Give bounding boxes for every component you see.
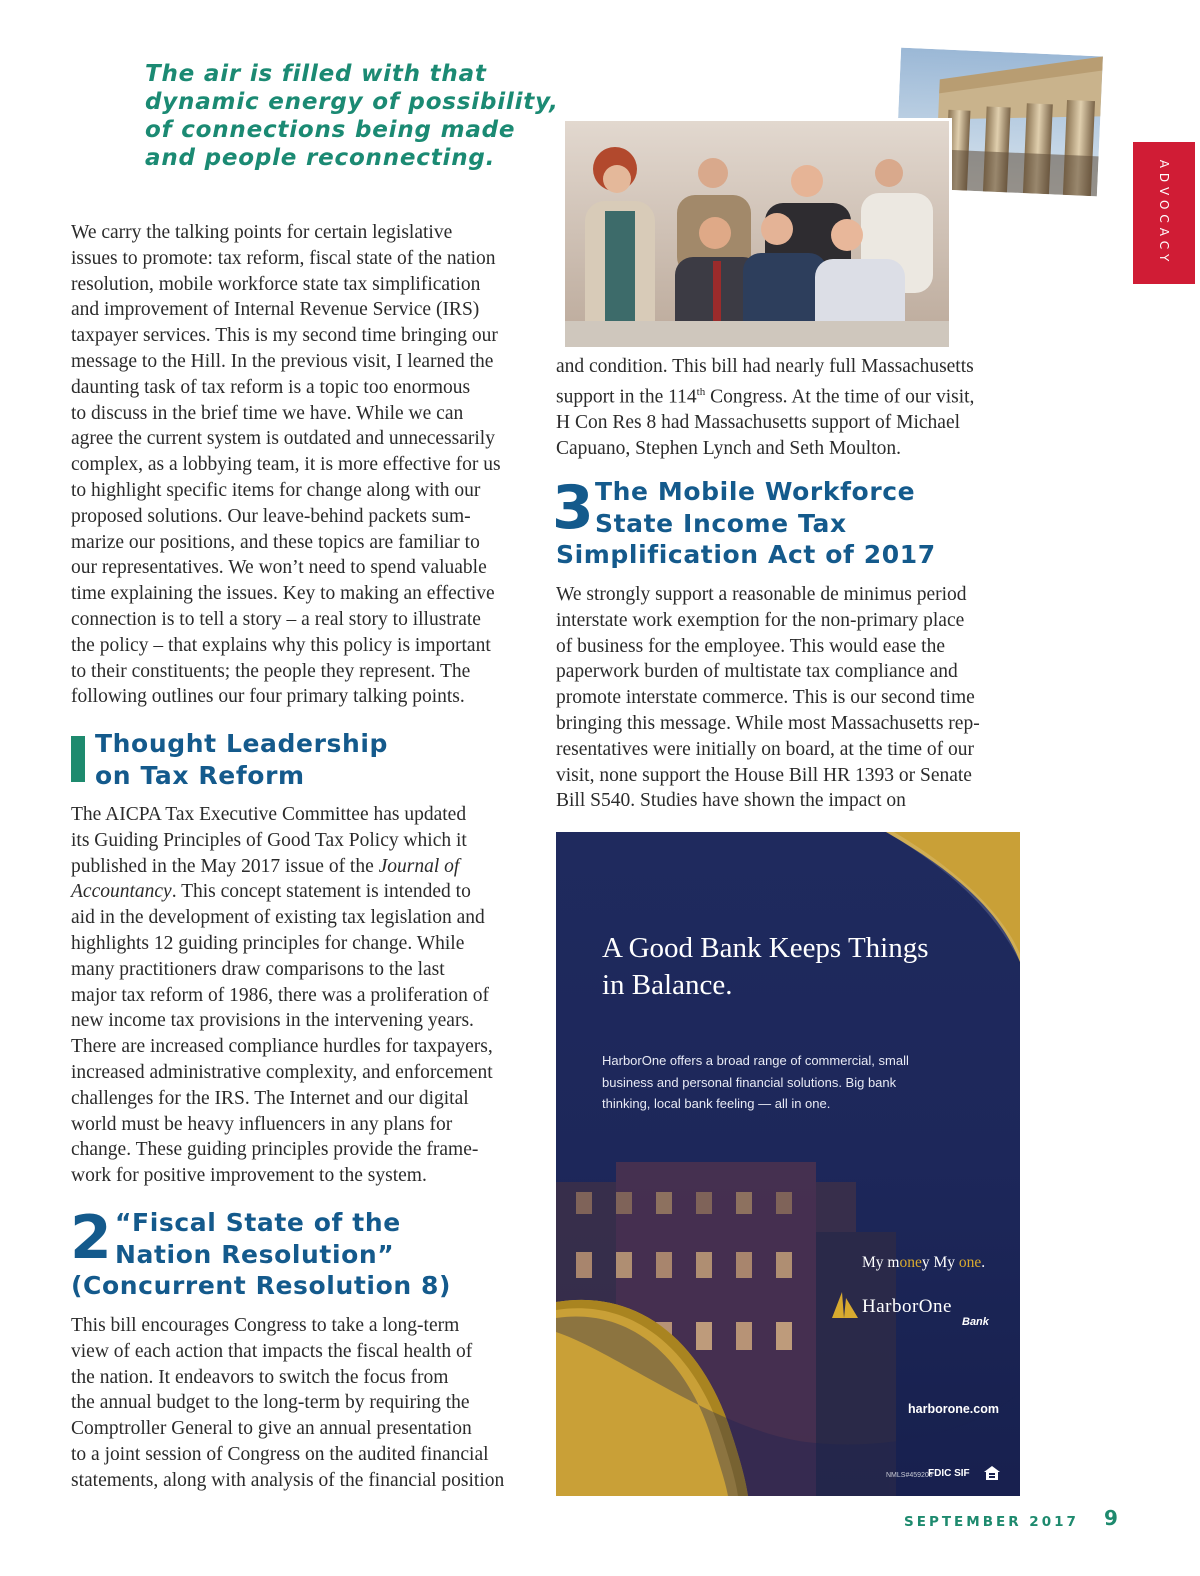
text-line: connection is to tell a story – a real story to illustrate bbox=[71, 608, 481, 630]
heading-line: “Fiscal State of the bbox=[115, 1208, 401, 1237]
text-line: paperwork burden of multistate tax compliance and bbox=[556, 661, 958, 683]
tagline-part: y My bbox=[921, 1254, 959, 1271]
ad-headline bbox=[602, 930, 982, 1004]
section-3-body bbox=[556, 582, 1026, 814]
section-3-number: 3 bbox=[552, 473, 594, 543]
text-line: The AICPA Tax Executive Committee has updated bbox=[71, 804, 467, 825]
ad-body-line: HarborOne offers a broad range of commercial, small bbox=[602, 1053, 909, 1068]
section-1-heading bbox=[95, 728, 388, 791]
text-line bbox=[556, 380, 1026, 410]
text-line: This bill encourages Congress to take a long-term bbox=[71, 1315, 460, 1336]
text-line: bringing this message. While most Massachusetts rep- bbox=[556, 712, 980, 734]
text-line: to highlight specific items for change along with our bbox=[71, 479, 481, 501]
text-span: support in the 114 bbox=[556, 386, 697, 408]
tagline-part: . bbox=[981, 1254, 986, 1271]
text-span: Congress. At the time of our visit, bbox=[705, 386, 975, 408]
text-line: following outlines our four primary talking points. bbox=[71, 686, 465, 708]
ordinal-suffix: th bbox=[696, 385, 706, 398]
equal-housing-icon bbox=[984, 1466, 1000, 1485]
text-line bbox=[71, 879, 541, 905]
heading-line: The Mobile Workforce bbox=[595, 477, 916, 506]
section-2-body-continued bbox=[556, 354, 1026, 462]
section-tab-label: ADVOCACY bbox=[1157, 159, 1171, 267]
text-line: resentatives were initially on board, at the time of our bbox=[556, 738, 975, 760]
text-line: many practitioners draw comparisons to the last bbox=[71, 958, 445, 980]
pull-quote-line: and people reconnecting. bbox=[145, 145, 496, 171]
text-line: increased administrative complexity, and enforcement bbox=[71, 1061, 493, 1083]
text-line: There are increased compliance hurdles for taxpayers, bbox=[71, 1036, 493, 1058]
text-line: time explaining the issues. Key to making an effective bbox=[71, 583, 495, 605]
text-line: Comptroller General to give an annual presentation bbox=[71, 1418, 472, 1440]
section-3-heading bbox=[595, 476, 915, 539]
tagline-part: My m bbox=[862, 1254, 900, 1271]
text-line bbox=[71, 854, 541, 880]
text-line: Bill S540. Studies have shown the impact on bbox=[556, 790, 906, 812]
ad-body-line: thinking, local bank feeling — all in one. bbox=[602, 1096, 831, 1111]
section-2-heading-line-3: (Concurrent Resolution 8) bbox=[71, 1271, 452, 1300]
group-photo-illustration bbox=[565, 121, 949, 347]
section-1-number-bar bbox=[71, 736, 85, 782]
text-line: highlights 12 guiding principles for change. While bbox=[71, 932, 465, 954]
text-line: world must be heavy influencers in any plans for bbox=[71, 1113, 453, 1135]
text-line: work for positive improvement to the system. bbox=[71, 1165, 427, 1187]
text-line: to a joint session of Congress on the audited financial bbox=[71, 1443, 489, 1465]
text-span: published in the May 2017 issue of the bbox=[71, 855, 379, 877]
ad-logo-subtext: Bank bbox=[962, 1316, 989, 1328]
heading-line: Nation Resolution” bbox=[115, 1239, 395, 1269]
text-line: and condition. This bill had nearly full Massachusetts bbox=[556, 356, 974, 377]
text-line: the nation. It endeavors to switch the focus from bbox=[71, 1366, 449, 1388]
text-line: the annual budget to the long-term by requiring the bbox=[71, 1392, 470, 1414]
text-line: our representatives. We won’t need to spend valuable bbox=[71, 557, 487, 579]
section-2-heading bbox=[115, 1207, 401, 1270]
text-line: new income tax provisions in the intervening years. bbox=[71, 1010, 474, 1032]
text-line: We carry the talking points for certain legislative bbox=[71, 222, 453, 243]
text-line: and improvement of Internal Revenue Service (IRS) bbox=[71, 299, 480, 321]
ad-fdic-badge: FDIC SIF bbox=[928, 1468, 970, 1479]
text-line: daunting task of tax reform is a topic too enormous bbox=[71, 376, 471, 398]
heading-line: Thought Leadership bbox=[95, 729, 389, 758]
text-line: H Con Res 8 had Massachusetts support of Michael bbox=[556, 412, 961, 434]
section-1-body bbox=[71, 802, 541, 1189]
journal-title-cont: Accountancy bbox=[71, 881, 172, 903]
section-2-number: 2 bbox=[70, 1203, 112, 1273]
text-line: marize our positions, and these topics are familiar to bbox=[71, 531, 480, 553]
section-3-heading-line-3: Simplification Act of 2017 bbox=[556, 540, 936, 569]
ad-nmls: NMLS#459205 bbox=[886, 1472, 933, 1479]
ad-url: harborone.com bbox=[908, 1402, 999, 1416]
heading-line: on Tax Reform bbox=[95, 760, 305, 790]
heading-line: State Income Tax bbox=[595, 508, 847, 538]
text-line: resolution, mobile workforce state tax simplification bbox=[71, 273, 481, 295]
text-line: Capuano, Stephen Lynch and Seth Moulton. bbox=[556, 437, 902, 459]
pull-quote-line: of connections being made bbox=[145, 117, 516, 143]
pull-quote-line: dynamic energy of possibility, bbox=[145, 89, 559, 115]
harborone-logo-icon bbox=[828, 1292, 858, 1323]
text-line: promote interstate commerce. This is our second time bbox=[556, 687, 975, 709]
section-tab-advocacy bbox=[1133, 142, 1195, 284]
tagline-part: one bbox=[958, 1254, 982, 1271]
text-line: We strongly support a reasonable de minimus period bbox=[556, 584, 967, 605]
ad-headline-line: A Good Bank Keeps Things bbox=[602, 932, 929, 964]
ad-body bbox=[602, 1050, 932, 1115]
text-line: major tax reform of 1986, there was a proliferation of bbox=[71, 984, 490, 1006]
intro-paragraph bbox=[71, 220, 541, 710]
text-line: to their constituents; the people they represent. The bbox=[71, 660, 471, 682]
text-line: change. These guiding principles provide the frame- bbox=[71, 1139, 479, 1161]
journal-title: Journal of bbox=[378, 855, 460, 877]
pull-quote-line: The air is filled with that bbox=[145, 61, 487, 87]
text-line: view of each action that impacts the fiscal health of bbox=[71, 1340, 473, 1362]
equal-housing-glyph bbox=[984, 1466, 1000, 1480]
ad-tagline bbox=[862, 1254, 985, 1272]
text-line: message to the Hill. In the previous visit, I learned the bbox=[71, 350, 494, 372]
section-2-body bbox=[71, 1313, 541, 1494]
group-photo bbox=[562, 118, 952, 350]
text-line: statements, along with analysis of the financial position bbox=[71, 1469, 505, 1491]
text-line: visit, none support the House Bill HR 1393 or Senate bbox=[556, 764, 972, 786]
page-number: 9 bbox=[1104, 1506, 1118, 1530]
text-line: issues to promote: tax reform, fiscal state of the nation bbox=[71, 247, 496, 269]
text-line: the policy – that explains why this policy is important bbox=[71, 634, 491, 656]
tagline-part: one bbox=[899, 1254, 922, 1271]
harborone-sail-icon bbox=[828, 1292, 858, 1318]
ad-body-line: business and personal financial solutions. Big bank bbox=[602, 1074, 897, 1090]
ad-logo-text: HarborOne bbox=[862, 1296, 952, 1317]
text-line: of business for the employee. This would ease the bbox=[556, 635, 946, 657]
text-line: aid in the development of existing tax legislation and bbox=[71, 907, 485, 929]
harborone-advertisement bbox=[556, 832, 1020, 1496]
text-line: complex, as a lobbying team, it is more effective for us bbox=[71, 454, 501, 476]
text-line: agree the current system is outdated and unnecessarily bbox=[71, 428, 495, 450]
text-line: challenges for the IRS. The Internet and our digital bbox=[71, 1087, 469, 1109]
text-line: proposed solutions. Our leave-behind packets sum- bbox=[71, 505, 471, 527]
text-line: taxpayer services. This is my second time bringing our bbox=[71, 325, 498, 347]
text-line: interstate work exemption for the non-primary place bbox=[556, 609, 965, 631]
text-line: to discuss in the brief time we have. While we can bbox=[71, 402, 464, 424]
text-line: its Guiding Principles of Good Tax Policy which it bbox=[71, 829, 467, 851]
footer-date: SEPTEMBER 2017 bbox=[904, 1514, 1079, 1530]
pull-quote bbox=[145, 60, 565, 172]
ad-headline-line: in Balance. bbox=[602, 969, 733, 1001]
text-span: . This concept statement is intended to bbox=[171, 881, 471, 903]
